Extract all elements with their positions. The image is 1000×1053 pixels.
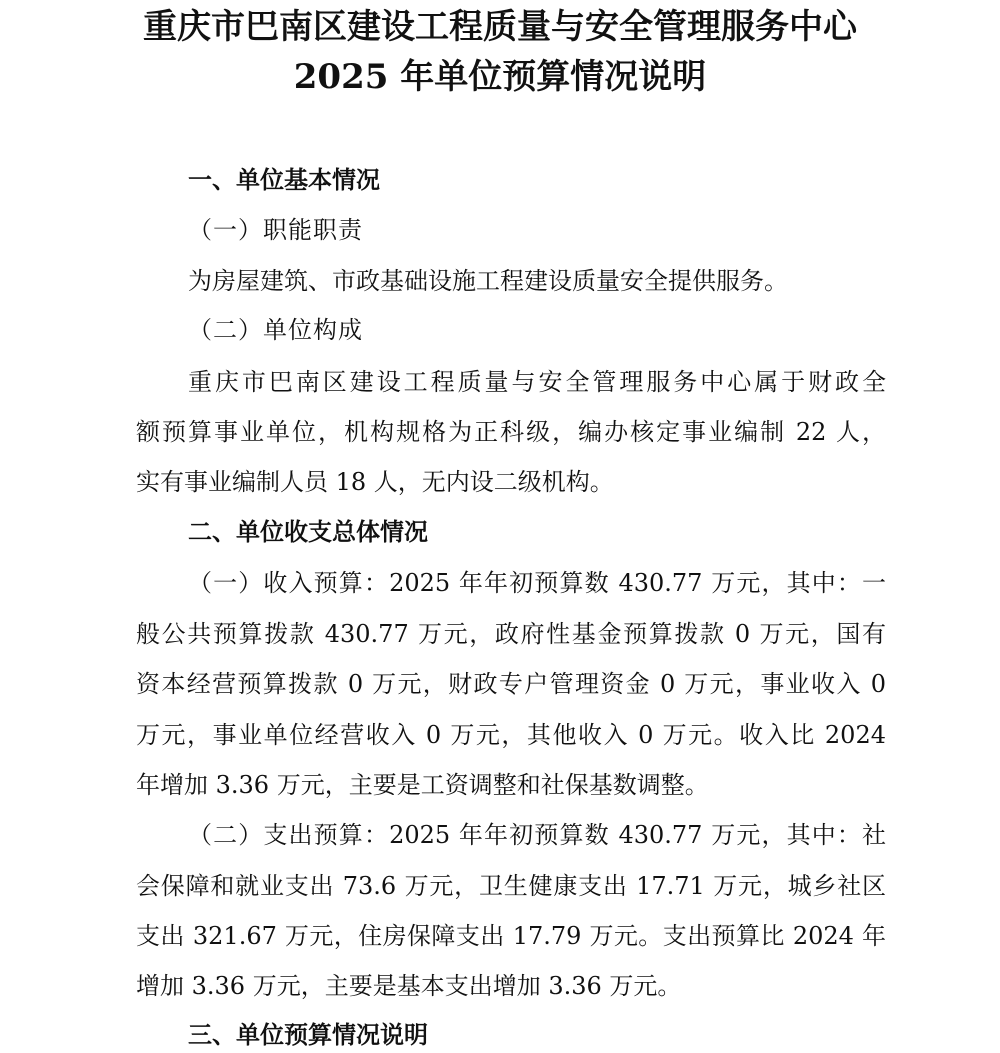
document-title-line2: 2025 年单位预算情况说明 [293, 57, 707, 97]
section2-income-line2: 般公共预算拨款 430.77 万元，政府性基金预算拨款 0 万元，国有 [136, 620, 886, 648]
section2-income-line1 [188, 566, 886, 600]
document-title-line1: 重庆市巴南区建设工程质量与安全管理服务中心 [143, 7, 857, 47]
expense-budget-line1-text: ：2025 年年初预算数 430.77 万元，其中：社 [363, 821, 886, 849]
section2-expense-line4: 增加 3.36 万元，主要是基本支出增加 3.36 万元。 [136, 972, 682, 1000]
section2-heading: 二、单位收支总体情况 [188, 517, 428, 546]
section1-subheading-composition: （二）单位构成 [188, 316, 363, 344]
section2-income-line3: 资本经营预算拨款 0 万元，财政专户管理资金 0 万元，事业收入 0 [136, 670, 886, 698]
section1-composition-line2: 额预算事业单位，机构规格为正科级，编办核定事业编制 22 人， [136, 418, 886, 446]
section3-heading: 三、单位预算情况说明 [188, 1020, 428, 1049]
section1-composition-line3: 实有事业编制人员 18 人，无内设二级机构。 [136, 468, 614, 496]
section2-income-line4: 万元，事业单位经营收入 0 万元，其他收入 0 万元。收入比 2024 [136, 721, 886, 749]
income-budget-label: （一）收入预算 [188, 569, 364, 597]
expense-budget-label: （二）支出预算 [188, 821, 364, 849]
section1-composition-line1: 重庆市巴南区建设工程质量与安全管理服务中心属于财政全 [188, 368, 886, 396]
section1-duties-text: 为房屋建筑、市政基础设施工程建设质量安全提供服务。 [188, 267, 788, 295]
section1-subheading-duties: （一）职能职责 [188, 216, 363, 244]
section2-expense-line1 [188, 818, 886, 852]
section1-heading: 一、单位基本情况 [188, 165, 380, 194]
section2-expense-line3: 支出 321.67 万元，住房保障支出 17.79 万元。支出预算比 2024 年 [136, 922, 886, 950]
section2-income-line5: 年增加 3.36 万元，主要是工资调整和社保基数调整。 [136, 771, 709, 799]
income-budget-line1-text: ：2025 年年初预算数 430.77 万元，其中：一 [363, 569, 886, 597]
section2-expense-line2: 会保障和就业支出 73.6 万元，卫生健康支出 17.71 万元，城乡社区 [136, 872, 886, 900]
